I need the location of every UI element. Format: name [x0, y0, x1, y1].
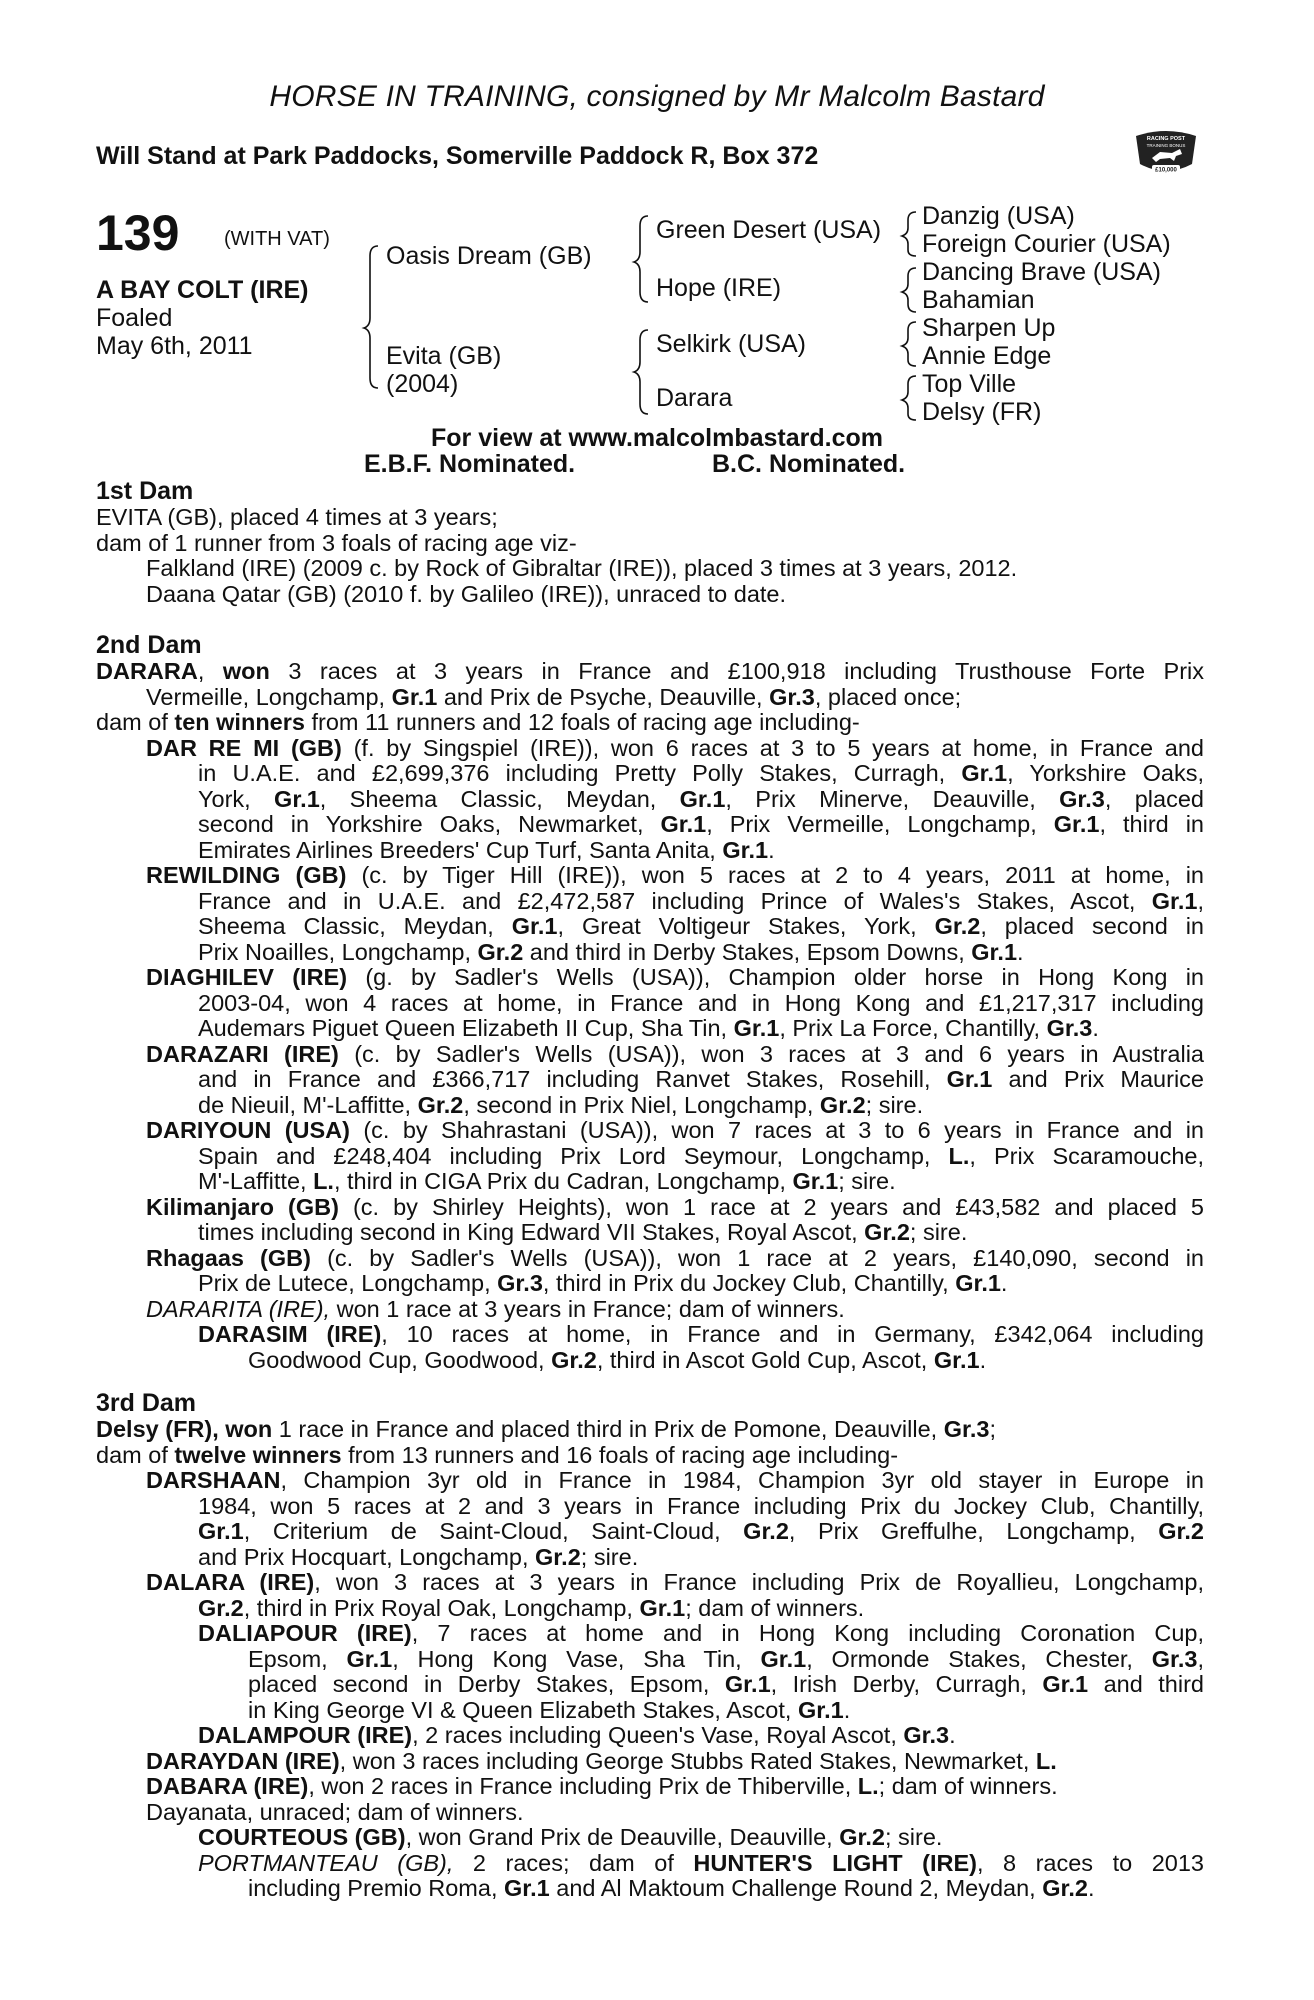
grade-label: Gr.2: [535, 1543, 581, 1570]
pedigree-dam: Evita (GB): [386, 342, 502, 370]
horse-name: DARARITA (IRE),: [146, 1295, 331, 1322]
grade-label: Gr.1: [724, 1671, 771, 1697]
lot-number: 139: [96, 205, 180, 261]
winner-count: twelve winners: [174, 1441, 342, 1468]
first-dam-line: EVITA (GB), placed 4 times at 3 years;: [96, 504, 498, 530]
horse-name: DARASIM (IRE): [198, 1321, 382, 1347]
record-text: de Nieuil, M'-Laffitte,: [198, 1091, 418, 1118]
record-text: 3 races at 3 years in France and £100,918 including Trusthouse Forte Prix: [269, 658, 1204, 684]
grade-label: Gr.2: [819, 1091, 866, 1118]
grade-label: Gr.1: [504, 1875, 550, 1901]
pedigree-dds: Top Ville: [922, 370, 1017, 398]
record-text: (g. by Sadler's Wells (USA)), Champion older horse in Hong Kong in: [347, 964, 1204, 990]
horse-name: DARAZARI (IRE): [146, 1040, 339, 1067]
vat-note: (WITH VAT): [224, 228, 330, 250]
svg-text:TRAINING BONUS: TRAINING BONUS: [1146, 143, 1186, 148]
grade-label: L.: [1035, 1747, 1057, 1774]
record-text: Epsom,: [248, 1645, 347, 1672]
svg-text:£10,000: £10,000: [1155, 167, 1177, 174]
horse-name: PORTMANTEAU (GB),: [198, 1849, 454, 1876]
stand-location: Will Stand at Park Paddocks, Somerville Paddock R, Box 372: [96, 142, 819, 170]
pedigree-dss: Sharpen Up: [922, 314, 1056, 342]
horse-name: DARIYOUN (USA): [146, 1117, 350, 1143]
record-text: and Prix de Psyche, Deauville,: [437, 683, 770, 710]
record-text: and Prix Maurice: [992, 1066, 1204, 1092]
grade-label: Gr.1: [797, 1696, 844, 1723]
record-text: ; sire.: [884, 1824, 943, 1850]
record-text: , third in Ascot Gold Cup, Ascot,: [596, 1346, 934, 1373]
record-text: , won 2 races in France including Prix de Thiberville,: [308, 1773, 858, 1799]
horse-name: REWILDING (GB): [146, 862, 347, 888]
first-dam-foal: Falkland (IRE) (2009 c. by Rock of Gibraltar (IRE)), placed 3 times at 3 years, 2012.: [146, 555, 1018, 581]
record-text: ; dam of winners.: [685, 1594, 865, 1621]
grade-label: Gr.2: [743, 1518, 789, 1544]
record-text: in U.A.E. and £2,699,376 including Pretty Polly Stakes, Curragh,: [198, 760, 962, 786]
horse-name: DALAMPOUR (IRE): [198, 1722, 413, 1748]
record-text: , third in Prix du Jockey Club, Chantilly,: [542, 1270, 956, 1296]
first-dam-heading: 1st Dam: [96, 477, 194, 505]
record-text: placed second in Derby Stakes, Epsom,: [248, 1671, 725, 1697]
record-text: (f. by Singspiel (IRE)), won 6 races at 3 to 5 years at home, in France and: [341, 734, 1204, 761]
record-text: , placed second in: [980, 913, 1204, 939]
record-text: , Prix Vermeille, Longchamp,: [706, 811, 1054, 837]
pedigree-sire: Oasis Dream (GB): [386, 242, 592, 270]
grade-label: Gr.1: [961, 760, 1008, 786]
record-text: , Prix Minerve, Deauville,: [725, 785, 1060, 812]
record-text: ; dam of winners.: [878, 1773, 1058, 1799]
grade-label: Gr.2: [198, 1594, 244, 1621]
view-link-note: For view at www.malcolmbastard.com: [431, 424, 883, 452]
horse-name: HUNTER'S LIGHT (IRE): [693, 1849, 977, 1876]
grade-label: Gr.3: [1059, 785, 1105, 812]
record-text: , Ormonde Stakes, Chester,: [806, 1645, 1152, 1672]
record-text: , second in Prix Niel, Longchamp,: [463, 1091, 820, 1118]
pedigree-dam-year: (2004): [386, 370, 459, 398]
record-text: , placed once;: [814, 683, 962, 710]
page-title: HORSE IN TRAINING, consigned by Mr Malcolm Bastard: [269, 80, 1045, 113]
horse-name: DARAYDAN (IRE): [146, 1747, 340, 1774]
record-text: (c. by Tiger Hill (IRE)), won 5 races at 2 to 4 years, 2011 at home, in: [346, 862, 1204, 888]
record-text: , Hong Kong Vase, Sha Tin,: [392, 1645, 761, 1672]
grade-label: Gr.1: [971, 938, 1018, 965]
grade-label: Gr.2: [839, 1824, 885, 1850]
foaled-label: Foaled: [96, 304, 173, 332]
horse-name: DIAGHILEV (IRE): [146, 964, 348, 990]
grade-label: Gr.1: [198, 1518, 244, 1544]
grade-label: Gr.1: [274, 785, 320, 812]
grade-label: Gr.3: [943, 1416, 990, 1442]
record-text: York,: [198, 785, 275, 812]
grade-label: Gr.1: [933, 1346, 980, 1373]
grade-label: Gr.3: [497, 1270, 543, 1296]
grade-label: Gr.1: [660, 811, 707, 837]
grade-label: Gr.1: [679, 785, 726, 812]
grade-label: L.: [857, 1773, 879, 1799]
first-dam-section: [96, 478, 1204, 607]
grade-label: Gr.2: [551, 1346, 597, 1373]
record-text: in King George VI & Queen Elizabeth Stakes, Ascot,: [248, 1696, 798, 1723]
record-text: dam of: [96, 1441, 175, 1468]
grade-label: Gr.1: [1042, 1671, 1089, 1697]
record-text: (c. by Shirley Heights), won 1 race at 2 years and £43,582 and placed 5: [338, 1193, 1204, 1220]
record-text: , Yorkshire Oaks,: [1007, 760, 1204, 786]
grade-label: Gr.1: [722, 836, 769, 863]
horse-name: DARARA: [96, 658, 198, 684]
horse-name: DARSHAAN: [146, 1467, 281, 1493]
record-text: Vermeille, Longchamp,: [146, 683, 392, 710]
horse-name: Delsy (FR),: [96, 1416, 219, 1442]
winner-count: ten winners: [174, 709, 305, 735]
record-text: 2003-04, won 4 races at home, in France and in Hong Kong and £1,217,317 including: [198, 989, 1204, 1016]
grade-label: Gr.2: [1158, 1518, 1204, 1544]
grade-label: L.: [313, 1168, 334, 1194]
record-text: (c. by Sadler's Wells (USA)), won 3 races at 3 and 6 years in Australia: [338, 1040, 1204, 1067]
first-dam-line: dam of 1 runner from 3 foals of racing age viz-: [96, 529, 577, 556]
grade-label: Gr.1: [1053, 811, 1100, 837]
record-text: , third in CIGA Prix du Cadran, Longchamp,: [333, 1168, 793, 1194]
grade-label: Gr.2: [864, 1219, 910, 1245]
record-text: , Prix Scaramouche,: [969, 1142, 1204, 1169]
record-text: Emirates Airlines Breeders' Cup Turf, Santa Anita,: [198, 836, 723, 863]
record-text: including Premio Roma,: [248, 1875, 504, 1901]
record-text: times including second in King Edward VII Stakes, Royal Ascot,: [198, 1219, 865, 1245]
pedigree-sss: Danzig (USA): [922, 202, 1075, 230]
bc-note: B.C. Nominated.: [712, 450, 906, 478]
record-text: , won 3 races including George Stubbs Rated Stakes, Newmarket,: [339, 1747, 1036, 1774]
won-label: won: [222, 658, 270, 684]
pedigree-sds: Dancing Brave (USA): [922, 258, 1161, 286]
grade-label: Gr.3: [1151, 1645, 1198, 1672]
record-text: , Prix Greffulhe, Longchamp,: [788, 1518, 1159, 1544]
grade-label: Gr.2: [417, 1091, 464, 1118]
grade-label: Gr.1: [1151, 887, 1198, 914]
horse-name: DALIAPOUR (IRE): [198, 1620, 412, 1646]
third-dam-heading: 3rd Dam: [96, 1389, 197, 1417]
pedigree-ddd: Delsy (FR): [922, 398, 1042, 426]
record-text: , Criterium de Saint-Cloud, Saint-Cloud,: [243, 1518, 744, 1544]
record-text: France and in U.A.E. and £2,472,587 including Prince of Wales's Stakes, Ascot,: [198, 887, 1152, 914]
record-text: 1984, won 5 races at 2 and 3 years in France including Prix du Jockey Club, Chantilly,: [198, 1492, 1204, 1519]
grade-label: Gr.1: [955, 1270, 1001, 1296]
horse-name: DABARA (IRE): [146, 1773, 309, 1799]
pedigree-ssd: Foreign Courier (USA): [922, 230, 1171, 258]
grade-label: Gr.2: [1042, 1875, 1088, 1901]
record-text: , Sheema Classic, Meydan,: [319, 785, 680, 812]
record-text: dam of: [96, 709, 175, 735]
record-text: , placed: [1104, 785, 1204, 812]
grade-label: Gr.1: [946, 1066, 993, 1092]
record-text: second in Yorkshire Oaks, Newmarket,: [198, 811, 661, 837]
record-text: , Champion 3yr old in France in 1984, Champion 3yr old stayer in Europe in: [280, 1467, 1204, 1493]
record-text: (c. by Sadler's Wells (USA)), won 1 race at 2 years, £140,090, second in: [310, 1244, 1205, 1271]
record-text: , Irish Derby, Curragh,: [770, 1671, 1043, 1697]
foaled-date: May 6th, 2011: [96, 332, 253, 360]
won-label: won: [225, 1416, 273, 1442]
pedigree-dam-dam: Darara: [656, 384, 733, 412]
pedigree-sire-dam: Hope (IRE): [656, 274, 782, 302]
first-dam-foal: Daana Qatar (GB) (2010 f. by Galileo (IRE)), unraced to date.: [146, 580, 787, 607]
record-text: , 2 races including Queen's Vase, Royal Ascot,: [412, 1722, 904, 1748]
record-text: Audemars Piguet Queen Elizabeth II Cup, Sha Tin,: [198, 1015, 734, 1041]
grade-label: Gr.3: [1046, 1015, 1093, 1041]
grade-label: Gr.1: [639, 1594, 686, 1621]
horse-name: Rhagaas (GB): [146, 1244, 311, 1271]
record-text: ; sire.: [865, 1091, 924, 1118]
record-text: ; sire.: [838, 1168, 896, 1194]
ebf-note: E.B.F. Nominated.: [364, 450, 576, 478]
record-text: from 13 runners and 16 foals of racing age including-: [341, 1441, 899, 1468]
record-text: and third: [1088, 1671, 1204, 1697]
grade-label: Gr.3: [769, 683, 815, 710]
record-text: ; sire.: [909, 1219, 968, 1245]
pedigree-sdd: Bahamian: [922, 286, 1035, 314]
grade-label: Gr.1: [346, 1645, 393, 1672]
grade-label: Gr.1: [733, 1015, 780, 1041]
record-text: Sheema Classic, Meydan,: [198, 913, 512, 939]
horse-name: DAR RE MI (GB): [146, 734, 342, 761]
record-text: and third in Derby Stakes, Epsom Downs,: [523, 938, 972, 965]
grade-label: Gr.1: [391, 683, 438, 710]
record-text: , 7 races at home and in Hong Kong including Coronation Cup,: [411, 1620, 1204, 1646]
record-text: 1 race in France and placed third in Prix de Pomone, Deauville,: [272, 1416, 944, 1442]
third-dam-section: 3rd Dam Delsy (FR), won 1 race in France and placed third in Prix de Pomone, Deauville, Gr.3; dam of twelve winners from 13 runners and 16 foals of racing age including- DARSHAAN, Champion 3yr old in France in 1984, Champion 3yr old stayer in Europe in 1984, won 5 races at 2 and 3 years in France including Prix du Jockey Club, Chantilly, Gr.1, Criterium de Saint-Cloud, Saint-Cloud, Gr.2, Prix Greffulhe, Longchamp, Gr.2 and Prix Hocquart, Longchamp, Gr.2; sire. DALARA (IRE), won 3 races at 3 years in France including Prix de Royallieu, Longchamp, Gr.2, third in Prix Royal Oak, Longchamp, Gr.1; dam of winners. DALIAPOUR (IRE), 7 races at home and in Hong Kong including Coronation Cup, Epsom, Gr.1, Hong Kong Vase, Sha Tin, Gr.1, Ormonde Stakes, Chester, Gr.3, placed second in Derby Stakes, Epsom, Gr.1, Irish Derby, Curragh, Gr.1 and third in King George VI & Queen Elizabeth Stakes, Ascot, Gr.1. DALAMPOUR (IRE), 2 races including Queen's Vase, Royal Ascot, Gr.3. DARAYDAN (IRE), won 3 races including George Stubbs Rated Stakes, Newmarket, L. DABARA (IRE), won 2 races in France including Prix de Thiberville, L.; dam of winners. Dayanata, unraced; dam of winners. COURTEOUS (GB), won Grand Prix de Deauville, Deauville, Gr.2; sire. PORTMANTEAU (GB), 2 races; dam of HUNTER'S LIGHT (IRE), 8 races to 2013 including Premio Roma, Gr.1 and Al Maktoum Challenge Round 2, Meydan, Gr.2.: [96, 1389, 1204, 1901]
grade-label: L.: [948, 1142, 970, 1169]
record-text: , Prix La Force, Chantilly,: [779, 1015, 1047, 1041]
record-text: from 11 runners and 12 foals of racing age including-: [304, 709, 860, 735]
record-text: Spain and £248,404 including Prix Lord Seymour, Longchamp,: [198, 1142, 949, 1169]
record-text: (c. by Shahrastani (USA)), won 7 races at 3 to 6 years in France and in: [349, 1117, 1204, 1143]
record-text: and in France and £366,717 including Ranvet Stakes, Rosehill,: [198, 1066, 947, 1092]
record-text: Prix de Lutece, Longchamp,: [198, 1270, 498, 1296]
record-text: , third in: [1099, 811, 1204, 837]
grade-label: Gr.1: [511, 913, 558, 939]
second-dam-section: 2nd Dam DARARA, won 3 races at 3 years in France and £100,918 including Trusthouse Forte Prix Vermeille, Longchamp, Gr.1 and Prix de Psyche, Deauville, Gr.3, placed once; dam of ten winners from 11 runners and 12 foals of racing age including- DAR RE MI (GB) (f. by Singspiel (IRE)), won 6 races at 3 to 5 years at home, in France and in U.A.E. and £2,699,376 including Pretty Polly Stakes, Curragh, Gr.1, Yorkshire Oaks, York, Gr.1, Sheema Classic, Meydan, Gr.1, Prix Minerve, Deauville, Gr.3, placed second in Yorkshire Oaks, Newmarket, Gr.1, Prix Vermeille, Longchamp, Gr.1, third in Emirates Airlines Breeders' Cup Turf, Santa Anita, Gr.1. REWILDING (GB) (c. by Tiger Hill (IRE)), won 5 races at 2 to 4 years, 2011 at home, in France and in U.A.E. and £2,472,587 including Prince of Wales's Stakes, Ascot, Gr.1, Sheema Classic, Meydan, Gr.1, Great Voltigeur Stakes, York, Gr.2, placed second in Prix Noailles, Longchamp, Gr.2 and third in Derby Stakes, Epsom Downs, Gr.1. DIAGHILEV (IRE) (g. by Sadler's Wells (USA)), Champion older horse in Hong Kong in 2003-04, won 4 races at home, in France and in Hong Kong and £1,217,317 including Audemars Piguet Queen Elizabeth II Cup, Sha Tin, Gr.1, Prix La Force, Chantilly, Gr.3. DARAZARI (IRE) (c. by Sadler's Wells (USA)), won 3 races at 3 and 6 years in Australia and in France and £366,717 including Ranvet Stakes, Rosehill, Gr.1 and Prix Maurice de Nieuil, M'-Laffitte, Gr.2, second in Prix Niel, Longchamp, Gr.2; sire. DARIYOUN (USA) (c. by Shahrastani (USA)), won 7 races at 3 to 6 years in France and in Spain and £248,404 including Prix Lord Seymour, Longchamp, L., Prix Scaramouche, M'-Laffitte, L., third in CIGA Prix du Cadran, Longchamp, Gr.1; sire. Kilimanjaro (GB) (c. by Shirley Heights), won 1 race at 2 years and £43,582 and placed 5 times including second in King Edward VII Stakes, Royal Ascot, Gr.2; sire. Rhagaas (GB) (c. by Sadler's Wells (USA)), won 1 race at 2 years, £140,090, second in Prix de Lutece, Longchamp, Gr.3, third in Prix du Jockey Club, Chantilly, Gr.1. DARARITA (IRE), won 1 race at 3 years in France; dam of winners. DARASIM (IRE), 10 races at home, in France and in Germany, £342,064 including Goodwood Cup, Goodwood, Gr.2, third in Ascot Gold Cup, Ascot, Gr.1.: [96, 631, 1205, 1373]
second-dam-heading: 2nd Dam: [96, 631, 202, 659]
grade-label: Gr.2: [934, 913, 981, 939]
grade-label: Gr.2: [477, 938, 524, 965]
record-text: Prix Noailles, Longchamp,: [198, 938, 478, 965]
record-text: Goodwood Cup, Goodwood,: [248, 1346, 552, 1373]
record-text: , 10 races at home, in France and in Germany, £342,064 including: [381, 1321, 1204, 1347]
record-text: , 8 races to 2013: [976, 1849, 1204, 1876]
record-text: Dayanata, unraced; dam of winners.: [146, 1798, 524, 1825]
grade-label: Gr.1: [760, 1645, 807, 1672]
record-text: and Prix Hocquart, Longchamp,: [198, 1543, 536, 1570]
svg-text:RACING POST: RACING POST: [1146, 136, 1186, 142]
record-text: won 1 race at 3 years in France; dam of winners.: [330, 1295, 845, 1322]
record-text: , Great Voltigeur Stakes, York,: [557, 913, 935, 939]
record-text: , won 3 races at 3 years in France including Prix de Royallieu, Longchamp,: [314, 1569, 1204, 1595]
pedigree-dam-sire: Selkirk (USA): [656, 330, 807, 358]
grade-label: Gr.3: [903, 1722, 950, 1748]
grade-label: Gr.1: [792, 1168, 839, 1194]
pedigree-sire-sire: Green Desert (USA): [656, 216, 882, 244]
lot-description: A BAY COLT (IRE): [96, 276, 309, 304]
record-text: and Al Maktoum Challenge Round 2, Meydan,: [549, 1875, 1043, 1901]
horse-name: DALARA (IRE): [146, 1569, 315, 1595]
record-text: , third in Prix Royal Oak, Longchamp,: [243, 1594, 640, 1621]
record-text: M'-Laffitte,: [198, 1168, 314, 1194]
horse-name: COURTEOUS (GB): [198, 1824, 406, 1850]
record-text: , won Grand Prix de Deauville, Deauville,: [405, 1824, 840, 1850]
horse-name: Kilimanjaro (GB): [146, 1193, 339, 1220]
record-text: ; sire.: [580, 1543, 639, 1570]
record-text: 2 races; dam of: [453, 1849, 694, 1876]
pedigree-dsd: Annie Edge: [922, 342, 1052, 370]
